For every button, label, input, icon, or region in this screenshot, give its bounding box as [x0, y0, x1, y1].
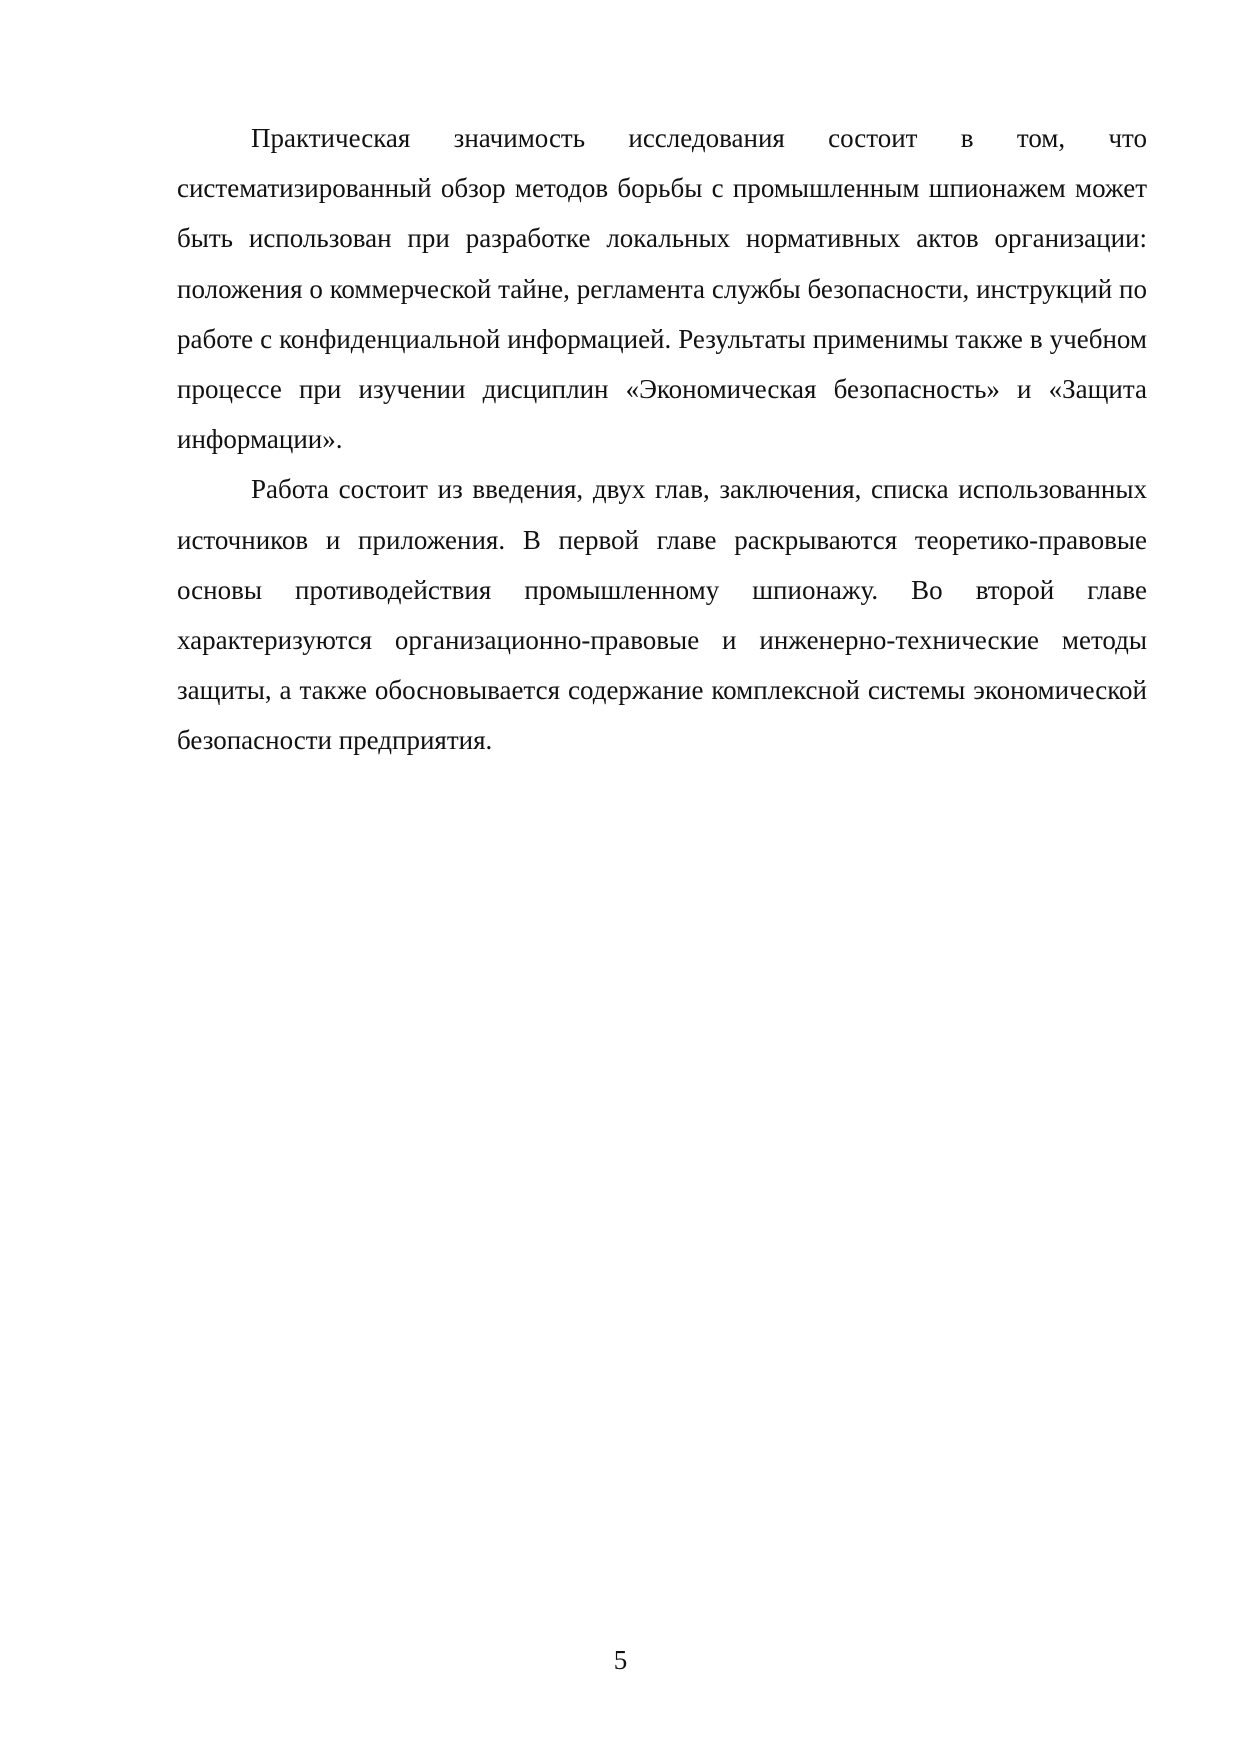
document-body [177, 113, 1147, 766]
paragraph-work-structure: Работа состоит из введения, двух глав, заключения, списка использованных источников и приложения. В первой главе раскрываются теоретико-правовые основы противодействия промышленному шпионажу. Во второй главе характеризуются организационно-правовые и инженерно-технические методы защиты, а также обосновывается содержание комплексной системы экономической безопасности предприятия. [177, 474, 1147, 756]
page-number: 5 [613, 1645, 628, 1675]
paragraph-practical-significance: Практическая значимость исследования состоит в том, что систематизированный обзор методов борьбы с промышленным шпионажем может быть использован при разработке локальных нормативных актов организации: положения о коммерческой тайне, регламента службы безопасности, инструкций по работе с конфиденциальной информацией. Результаты применимы также в учебном процессе при изучении дисциплин «Экономическая безопасность» и «Защита информации». [177, 123, 1147, 455]
